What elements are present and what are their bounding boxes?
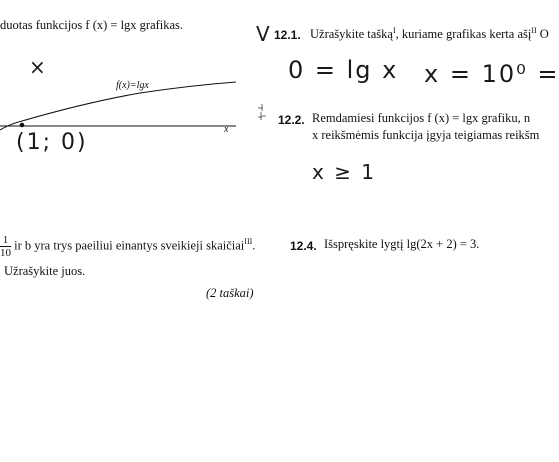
curve-label: f(x)=lgx xyxy=(116,80,149,91)
answer-12-1-left: 0 = lg x xyxy=(288,56,399,84)
crosshair-mark xyxy=(258,104,266,120)
check-mark: V xyxy=(256,22,272,46)
task-number-12-4: 12.4. xyxy=(290,239,317,253)
task-number-12-2: 12.2. xyxy=(278,113,305,127)
task-number-12-1: 12.1. xyxy=(274,28,301,42)
intro-text: duotas funkcijos f (x) = lgx grafikas. xyxy=(0,18,184,32)
x-axis-label: x xyxy=(224,124,229,135)
points-label: (2 taškai) xyxy=(206,286,254,300)
fraction-one-tenth: $\frac{1}{10}$ xyxy=(0,234,11,259)
handwritten-point: (1; 0) xyxy=(16,130,88,155)
task-12-2-line1: Remdamiesi funkcijos f (x) = lgx grafiku, n xyxy=(312,111,531,125)
task-12-4-text: Išspręskite lygtį lg(2x + 2) = 3. xyxy=(324,237,480,251)
intersection-point xyxy=(20,123,25,128)
answer-12-1-right: x = 10⁰ = xyxy=(424,60,559,88)
task-12-3-line2: Užrašykite juos. xyxy=(4,264,86,278)
task-12-3-line1: $\frac{1}{10}$ ir b yra trys paeiliui einantys sveikieji skaičiai$^{III}$. xyxy=(0,234,256,259)
answer-12-2: x ≥ 1 xyxy=(312,160,377,184)
task-12-2-line2: x reikšmėmis funkcija įgyja teigiamas reikšm xyxy=(312,128,540,142)
task-12-1-text: Užrašykite tašką$^I$, kuriame grafikas kerta ašį$^{II}$ O xyxy=(310,26,549,42)
handwritten-x-mark: × xyxy=(29,55,46,79)
